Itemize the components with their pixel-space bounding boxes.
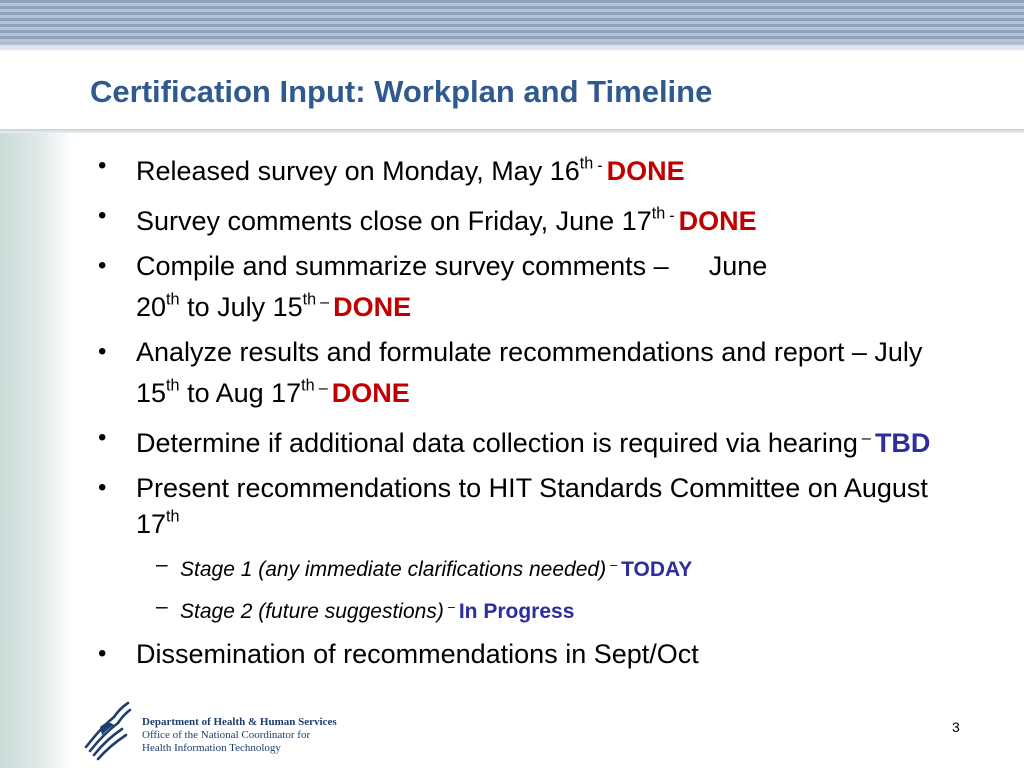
left-decorative-panel <box>0 133 72 768</box>
item-text: June <box>708 250 768 281</box>
status-done: DONE <box>333 291 412 322</box>
list-item <box>98 636 948 672</box>
status-tbd: TBD <box>874 427 931 458</box>
separator: – <box>318 378 328 397</box>
logo-line-3: Health Information Technology <box>142 742 281 754</box>
logo-text <box>142 716 337 755</box>
bullet-marker: • <box>98 251 107 279</box>
list-item <box>98 198 948 239</box>
item-text: 20 <box>136 291 167 322</box>
page-number: 3 <box>952 719 960 735</box>
slide-title: Certification Input: Workplan and Timeline <box>90 74 713 109</box>
superscript: th <box>579 154 594 173</box>
bullet-marker: • <box>98 337 107 365</box>
item-text: Released survey on Monday, May 16 <box>136 155 580 186</box>
dash-marker: – <box>156 552 168 576</box>
item-text: Determine if additional data collection is required via hearing <box>136 427 858 458</box>
status-done: DONE <box>331 377 410 408</box>
separator: – <box>320 292 330 311</box>
logo-line-2: Office of the National Coordinator for <box>142 729 311 741</box>
separator: – <box>447 600 455 615</box>
item-text: Compile and summarize survey comments – <box>136 250 669 281</box>
list-item <box>98 334 948 411</box>
header-band <box>0 0 1024 52</box>
superscript: th <box>166 507 180 526</box>
list-item <box>98 470 948 542</box>
title-divider <box>0 129 1024 133</box>
superscript: th <box>302 290 317 309</box>
hhs-logo <box>76 695 376 765</box>
status-today: TODAY <box>621 557 693 581</box>
list-item <box>98 248 948 325</box>
sub-item-text: Stage 2 (future suggestions) <box>180 600 444 624</box>
sub-list-item <box>98 551 948 584</box>
bullet-marker: • <box>98 152 107 179</box>
sub-item-text: Stage 1 (any immediate clarifications needed) <box>180 557 607 581</box>
bullet-marker: • <box>98 473 107 501</box>
item-text: to Aug 17 <box>179 377 302 408</box>
item-text: Survey comments close on Friday, June 17 <box>136 205 652 236</box>
separator: – <box>861 428 871 447</box>
status-in-progress: In Progress <box>458 600 575 624</box>
dash-marker: – <box>156 595 168 619</box>
superscript: th <box>166 376 180 395</box>
status-done: DONE <box>606 155 685 186</box>
item-text: Dissemination of recommendations in Sept/Oct <box>136 639 699 670</box>
superscript: th <box>166 290 180 309</box>
list-item <box>98 420 948 461</box>
item-text: Present recommendations to HIT Standards Committee on August 17 <box>136 472 928 539</box>
bullet-marker: • <box>98 423 107 451</box>
item-text: to July 15 <box>179 291 303 322</box>
hhs-eagle-icon <box>80 697 134 761</box>
bullet-marker: • <box>98 640 107 668</box>
sub-list-item <box>98 593 948 626</box>
item-text: Analyze results and formulate recommendations and report – July 15 <box>136 336 923 408</box>
separator: – <box>610 557 618 572</box>
separator: - <box>597 157 603 175</box>
superscript: th <box>301 376 315 395</box>
superscript: th <box>651 204 666 223</box>
logo-line-1: Department of Health & Human Services <box>142 716 337 728</box>
bullet-marker: • <box>98 201 107 229</box>
bullet-list <box>98 148 948 681</box>
separator: - <box>669 206 675 225</box>
list-item <box>98 148 948 189</box>
status-done: DONE <box>678 205 757 236</box>
